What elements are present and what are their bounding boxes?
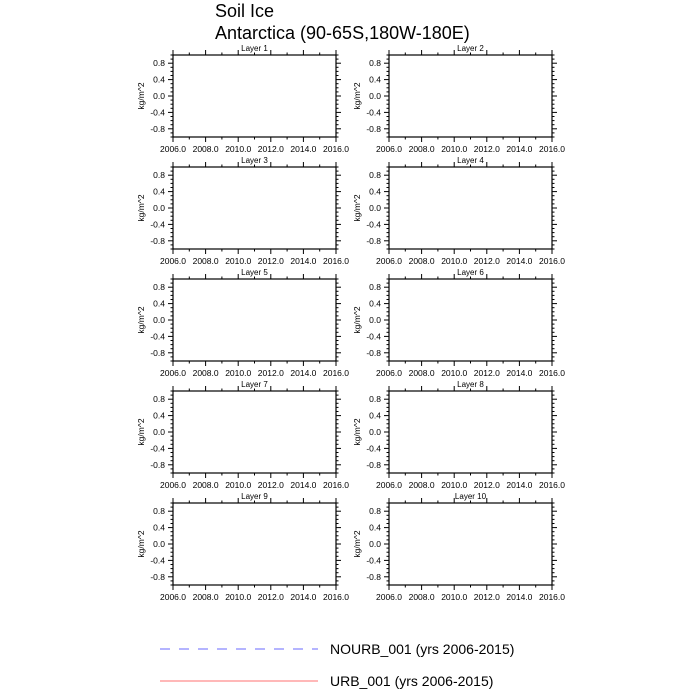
x-tick-label: 2008.0 bbox=[192, 144, 219, 154]
y-tick-label: 0.4 bbox=[369, 298, 381, 309]
x-tick-label: 2014.0 bbox=[506, 256, 533, 266]
y-tick-label: 0.0 bbox=[369, 539, 381, 549]
chart-title: Soil Ice bbox=[215, 1, 275, 21]
legend bbox=[160, 641, 514, 689]
y-tick-label: -0.8 bbox=[366, 347, 381, 358]
y-tick-label: 0.4 bbox=[153, 186, 165, 197]
x-tick-label: 2014.0 bbox=[290, 480, 317, 490]
y-tick-label: -0.8 bbox=[150, 571, 165, 582]
y-tick-label: 0.8 bbox=[153, 394, 165, 405]
x-tick-label: 2008.0 bbox=[192, 592, 219, 602]
x-tick-label: 2014.0 bbox=[290, 256, 317, 266]
x-tick-label: 2006.0 bbox=[160, 368, 186, 378]
y-axis-label: kg/m^2 bbox=[136, 306, 146, 334]
x-tick-label: 2012.0 bbox=[257, 144, 284, 154]
y-tick-label: -0.8 bbox=[366, 459, 381, 470]
x-tick-label: 2010.0 bbox=[441, 144, 468, 154]
x-tick-label: 2016.0 bbox=[539, 256, 565, 266]
x-tick-label: 2008.0 bbox=[408, 368, 435, 378]
x-tick-label: 2012.0 bbox=[473, 256, 500, 266]
y-tick-label: 0.0 bbox=[153, 91, 165, 101]
y-tick-label: 0.4 bbox=[369, 522, 381, 533]
panel-title: Layer 1 bbox=[241, 44, 268, 53]
y-tick-label: 0.4 bbox=[369, 410, 381, 421]
y-tick-label: 0.8 bbox=[369, 506, 381, 517]
y-tick-label: 0.4 bbox=[153, 522, 165, 533]
plot-frame bbox=[173, 391, 336, 473]
panel-8 bbox=[352, 380, 565, 490]
x-tick-label: 2012.0 bbox=[257, 256, 284, 266]
y-axis-label: kg/m^2 bbox=[352, 194, 362, 222]
x-tick-label: 2010.0 bbox=[225, 256, 252, 266]
y-tick-label: 0.0 bbox=[153, 427, 165, 437]
x-tick-label: 2006.0 bbox=[160, 256, 186, 266]
panel-1 bbox=[136, 44, 349, 154]
y-tick-label: 0.0 bbox=[369, 91, 381, 101]
x-tick-label: 2014.0 bbox=[506, 480, 533, 490]
x-tick-label: 2014.0 bbox=[506, 368, 533, 378]
y-tick-label: -0.4 bbox=[366, 443, 381, 454]
y-tick-label: -0.4 bbox=[150, 107, 165, 118]
panel-4 bbox=[352, 156, 565, 266]
panel-title: Layer 4 bbox=[457, 156, 484, 165]
plot-frame bbox=[173, 55, 336, 137]
y-tick-label: 0.0 bbox=[369, 315, 381, 325]
chart-subtitle: Antarctica (90-65S,180W-180E) bbox=[215, 23, 470, 43]
y-axis-label: kg/m^2 bbox=[352, 418, 362, 446]
panel-title: Layer 5 bbox=[241, 268, 268, 277]
y-axis-label: kg/m^2 bbox=[352, 82, 362, 110]
y-tick-label: 0.8 bbox=[153, 58, 165, 69]
y-axis-label: kg/m^2 bbox=[136, 82, 146, 110]
panel-6 bbox=[352, 268, 565, 378]
x-tick-label: 2012.0 bbox=[257, 592, 284, 602]
x-tick-label: 2016.0 bbox=[323, 480, 349, 490]
y-axis-label: kg/m^2 bbox=[136, 194, 146, 222]
x-tick-label: 2006.0 bbox=[160, 144, 186, 154]
y-tick-label: 0.4 bbox=[369, 74, 381, 85]
y-tick-label: 0.4 bbox=[369, 186, 381, 197]
panel-title: Layer 2 bbox=[457, 44, 484, 53]
x-tick-label: 2008.0 bbox=[408, 480, 435, 490]
y-tick-label: 0.8 bbox=[153, 170, 165, 181]
x-tick-label: 2006.0 bbox=[160, 480, 186, 490]
plot-frame bbox=[389, 279, 552, 361]
plot-frame bbox=[389, 391, 552, 473]
y-tick-label: 0.0 bbox=[369, 427, 381, 437]
y-tick-label: -0.8 bbox=[150, 235, 165, 246]
y-tick-label: 0.0 bbox=[153, 203, 165, 213]
x-tick-label: 2010.0 bbox=[441, 256, 468, 266]
y-axis-label: kg/m^2 bbox=[136, 418, 146, 446]
y-tick-label: -0.4 bbox=[366, 555, 381, 566]
x-tick-label: 2008.0 bbox=[408, 256, 435, 266]
x-tick-label: 2016.0 bbox=[539, 368, 565, 378]
x-tick-label: 2016.0 bbox=[539, 144, 565, 154]
x-tick-label: 2012.0 bbox=[257, 480, 284, 490]
y-axis-label: kg/m^2 bbox=[352, 530, 362, 558]
panel-9 bbox=[136, 492, 349, 602]
x-tick-label: 2006.0 bbox=[376, 144, 402, 154]
x-tick-label: 2016.0 bbox=[323, 368, 349, 378]
x-tick-label: 2016.0 bbox=[323, 144, 349, 154]
y-tick-label: -0.4 bbox=[150, 443, 165, 454]
y-tick-label: -0.4 bbox=[366, 331, 381, 342]
y-tick-label: -0.8 bbox=[366, 235, 381, 246]
panel-5 bbox=[136, 268, 349, 378]
x-tick-label: 2010.0 bbox=[441, 592, 468, 602]
panel-title: Layer 8 bbox=[457, 380, 484, 389]
legend-label-urb: URB_001 (yrs 2006-2015) bbox=[330, 673, 494, 689]
x-tick-label: 2012.0 bbox=[473, 144, 500, 154]
y-tick-label: 0.0 bbox=[369, 203, 381, 213]
legend-label-nourb: NOURB_001 (yrs 2006-2015) bbox=[330, 641, 515, 657]
x-tick-label: 2008.0 bbox=[408, 144, 435, 154]
y-tick-label: -0.4 bbox=[150, 555, 165, 566]
x-tick-label: 2010.0 bbox=[225, 480, 252, 490]
x-tick-label: 2016.0 bbox=[539, 480, 565, 490]
y-tick-label: -0.4 bbox=[150, 331, 165, 342]
y-axis-label: kg/m^2 bbox=[136, 530, 146, 558]
panel-title: Layer 9 bbox=[241, 492, 268, 501]
x-tick-label: 2010.0 bbox=[441, 368, 468, 378]
y-tick-label: -0.8 bbox=[366, 571, 381, 582]
plot-frame bbox=[389, 55, 552, 137]
panel-title: Layer 7 bbox=[241, 380, 268, 389]
y-tick-label: 0.4 bbox=[153, 74, 165, 85]
y-tick-label: 0.8 bbox=[153, 282, 165, 293]
plot-frame bbox=[389, 503, 552, 585]
y-tick-label: 0.4 bbox=[153, 410, 165, 421]
x-tick-label: 2006.0 bbox=[376, 256, 402, 266]
x-tick-label: 2006.0 bbox=[160, 592, 186, 602]
x-tick-label: 2012.0 bbox=[473, 368, 500, 378]
y-tick-label: 0.0 bbox=[153, 315, 165, 325]
y-tick-label: -0.4 bbox=[366, 219, 381, 230]
panel-7 bbox=[136, 380, 349, 490]
y-tick-label: 0.8 bbox=[153, 506, 165, 517]
x-tick-label: 2014.0 bbox=[290, 592, 317, 602]
x-tick-label: 2016.0 bbox=[323, 592, 349, 602]
x-tick-label: 2014.0 bbox=[290, 368, 317, 378]
x-tick-label: 2014.0 bbox=[290, 144, 317, 154]
x-tick-label: 2008.0 bbox=[192, 480, 219, 490]
panel-title: Layer 6 bbox=[457, 268, 484, 277]
y-tick-label: 0.8 bbox=[369, 58, 381, 69]
y-tick-label: -0.4 bbox=[366, 107, 381, 118]
x-tick-label: 2006.0 bbox=[376, 480, 402, 490]
y-tick-label: -0.8 bbox=[150, 123, 165, 134]
x-tick-label: 2016.0 bbox=[539, 592, 565, 602]
panel-3 bbox=[136, 156, 349, 266]
y-tick-label: 0.4 bbox=[153, 298, 165, 309]
x-tick-label: 2012.0 bbox=[257, 368, 284, 378]
y-tick-label: 0.8 bbox=[369, 170, 381, 181]
y-tick-label: 0.0 bbox=[153, 539, 165, 549]
x-tick-label: 2006.0 bbox=[376, 368, 402, 378]
panel-title: Layer 3 bbox=[241, 156, 268, 165]
y-tick-label: -0.8 bbox=[366, 123, 381, 134]
plot-frame bbox=[173, 167, 336, 249]
x-tick-label: 2010.0 bbox=[225, 368, 252, 378]
x-tick-label: 2008.0 bbox=[192, 368, 219, 378]
x-tick-label: 2016.0 bbox=[323, 256, 349, 266]
plot-frame bbox=[173, 503, 336, 585]
plot-frame bbox=[173, 279, 336, 361]
plot-frame bbox=[389, 167, 552, 249]
y-axis-label: kg/m^2 bbox=[352, 306, 362, 334]
x-tick-label: 2010.0 bbox=[441, 480, 468, 490]
panel-2 bbox=[352, 44, 565, 154]
x-tick-label: 2014.0 bbox=[506, 592, 533, 602]
x-tick-label: 2012.0 bbox=[473, 592, 500, 602]
x-tick-label: 2014.0 bbox=[506, 144, 533, 154]
y-tick-label: -0.8 bbox=[150, 459, 165, 470]
y-tick-label: -0.4 bbox=[150, 219, 165, 230]
x-tick-label: 2008.0 bbox=[192, 256, 219, 266]
x-tick-label: 2006.0 bbox=[376, 592, 402, 602]
x-tick-label: 2012.0 bbox=[473, 480, 500, 490]
x-tick-label: 2010.0 bbox=[225, 592, 252, 602]
panel-title: Layer 10 bbox=[454, 492, 487, 501]
x-tick-label: 2010.0 bbox=[225, 144, 252, 154]
y-tick-label: 0.8 bbox=[369, 282, 381, 293]
panel-10 bbox=[352, 492, 565, 602]
x-tick-label: 2008.0 bbox=[408, 592, 435, 602]
y-tick-label: 0.8 bbox=[369, 394, 381, 405]
y-tick-label: -0.8 bbox=[150, 347, 165, 358]
